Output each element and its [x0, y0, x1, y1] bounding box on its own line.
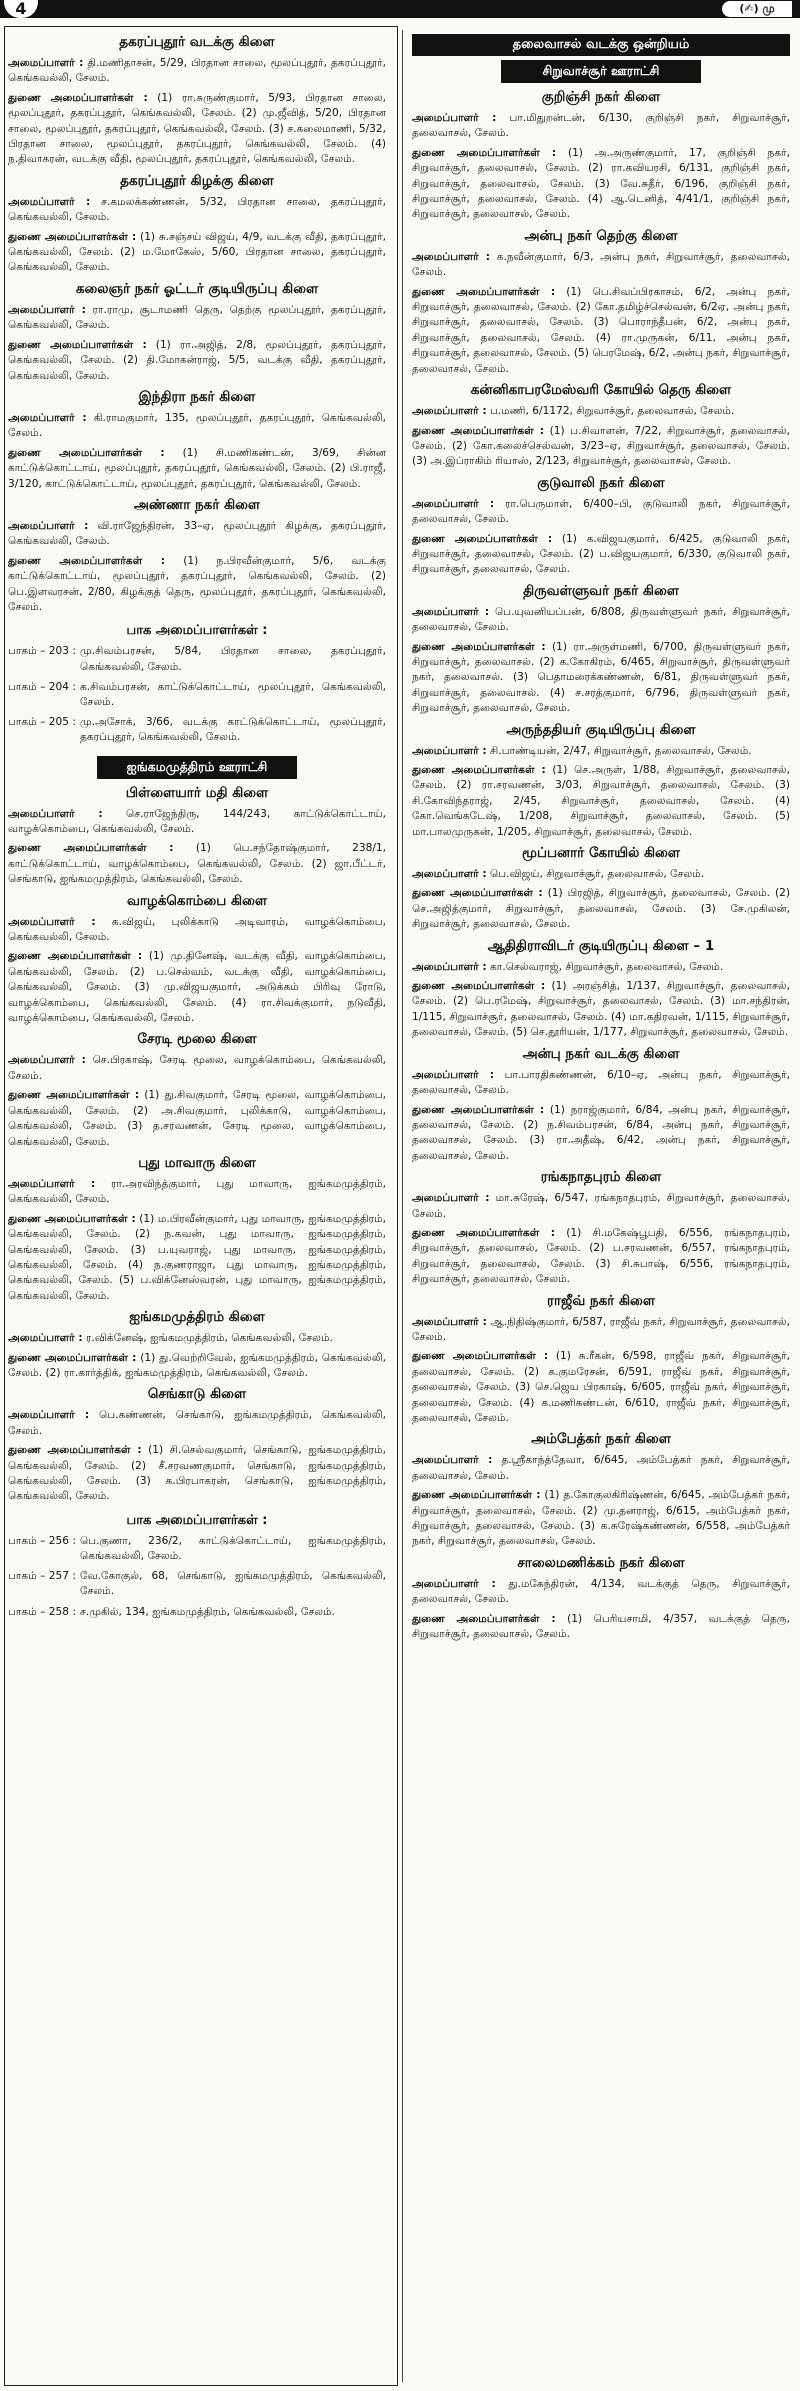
branch-section — [8, 1031, 386, 1149]
deputy-text: (1) சி.மகேஷ்பூபதி, 6/556, ரங்கநாதபுரம், சிறுவாச்சூர், தலைவாசல், சேலம். (2) ப.சரவணன், 6/557, ரங்கநாதபுரம், சிறுவாச்சூர், தலைவாசல், சேலம். (3) சி.சுபாஷ், 6/556, ரங்கநாதபுரம், சிறுவாச்சூர், தலைவாசல், சேலம். — [412, 1226, 790, 1286]
booth-row — [8, 714, 386, 749]
branch-section — [412, 228, 790, 377]
leader-label: அமைப்பாளர் : — [8, 195, 91, 208]
leader-label: அமைப்பாளர் : — [8, 519, 89, 532]
branch-title: கன்னிகாபரமேஸ்வரி கோயில் தெரு கிளை — [470, 382, 732, 399]
branch-section — [8, 1309, 386, 1381]
deputy-label: துணை அமைப்பாளர்கள் : — [8, 1089, 140, 1102]
deputy-entry — [8, 91, 386, 168]
leader-entry — [412, 111, 790, 142]
deputy-entry — [8, 1212, 386, 1304]
leader-label: அமைப்பாளர் : — [8, 1177, 96, 1190]
leader-entry — [412, 1577, 790, 1608]
leader-entry — [412, 1315, 790, 1346]
booth-number: பாகம் – 205 : — [8, 716, 76, 729]
booth-organiser: வே.கோகுல், 68, செங்காடு, ஐங்கமமுத்திரம், கெங்கவல்லி, சேலம். — [80, 1570, 386, 1598]
booth-row — [8, 1533, 386, 1568]
booth-number: பாகம் – 203 : — [8, 645, 76, 658]
deputy-label: துணை அமைப்பாளர்கள் : — [412, 532, 553, 545]
deputy-label: துணை அமைப்பாளர்கள் : — [412, 1350, 549, 1363]
leader-text: ச.கமலக்கண்ணன், 5/32, பிரதான சாலை, தகரப்புதூர், கெங்கவல்லி, சேலம். — [8, 195, 386, 224]
booth-number: பாகம் – 257 : — [8, 1570, 76, 1583]
leader-label: அமைப்பாளர் : — [412, 405, 487, 418]
deputy-text: (1) பெ.சிவப்பிரகாசம், 6/2, அன்பு நகர், சிறுவாச்சூர், தலைவாசல், சேலம். (2) கோ.தமிழ்ச்செல்வன், 6/2ஏ, அன்பு நகர், சிறுவாச்சூர், தலைவாசல், சேலம். (3) பொராந்தீபன், 6/2, அன்பு நகர், சிறுவாச்சூர், தலைவாசல், சேலம். (4) ரா.முருகன், 6/11, அன்பு நகர், சிறுவாச்சூர், தலைவாசல், சேலம். (5) பெரமேஷ், 6/2, அன்பு நகர், சிறுவாச்சூர், தலைவாசல், சேலம். — [412, 285, 790, 375]
leader-entry — [412, 1068, 790, 1099]
branch-title: குறிஞ்சி நகர் கிளை — [541, 89, 661, 105]
branch-title: வாழக்கொம்பை கிளை — [126, 892, 268, 909]
leader-text: தி.மணிதாசன், 5/29, பிரதான சாலை, மூலப்புதூர், தகரப்புதூர், கெங்கவல்லி, சேலம். — [8, 57, 386, 85]
deputy-entry — [412, 979, 790, 1041]
branch-title: ஐங்கமமுத்திரம் கிளை — [129, 1309, 265, 1326]
deputy-text: (1) த.கோகுலகிரிஷ்ணன், 6/645, அம்பேத்கர் நகர், சிறுவாச்சூர், தலைவாசல், சேலம். (2) மு.தனராஜ், 6/615, அம்பேத்கர் நகர், சிறுவாச்சூர், தலைவாசல், சேலம். (3) க.சுரேஷ்கண்ணன், 6/558, அம்பேத்கர் நகர், சிறுவாச்சூர், தலைவாசல், சேலம். — [412, 1489, 790, 1548]
deputy-entry — [412, 1488, 790, 1550]
leader-label: அமைப்பாளர் : — [8, 1332, 83, 1345]
deputy-text: (1) சு.சஞ்சய் விஜய், 4/9, வடக்கு வீதி, தகரப்புதூர், கெங்கவல்லி, சேலம். (2) ம.மோகேஸ், 5/60, பிரதான சாலை, தகரப்புதூர், கெங்கவல்லி, சேலம். — [8, 230, 386, 274]
branch-section — [412, 1046, 790, 1164]
branch-title: ஆதிதிராவிடர் குடியிருப்பு கிளை – 1 — [487, 937, 715, 954]
leader-text: ர.விக்னேஷ், ஐங்கமமுத்திரம், கெங்கவல்லி, சேலம். — [82, 1332, 333, 1345]
deputy-entry — [412, 532, 790, 578]
deputy-text: (1) பெரியசாமி, 4/357, வடக்குத் தெரு, சிறுவாச்சூர், தலைவாசல், சேலம். — [412, 1612, 790, 1641]
leader-text: ரா.பெருமாள், 6/400–பி, குடுவாலி நகர், சிறுவாச்சூர், தலைவாசல், சேலம். — [412, 497, 790, 526]
deputy-label: துணை அமைப்பாளர்கள் : — [8, 950, 143, 963]
leader-entry — [8, 411, 386, 442]
branch-title: இந்திரா நகர் கிளை — [138, 388, 256, 405]
deputy-text: (1) சி.மணிகண்டன், 3/69, சின்ன காட்டுக்கொட்டாய், மூலப்புதூர், தகரப்புதூர், கெங்கவல்லி, சேலம். (2) பி.ராஜீ, 3/120, காட்டுக்கொட்டாய், மூலப்புதூர், தகரப்புதூர், கெங்கவல்லி, சேலம். — [8, 446, 386, 490]
leader-entry — [8, 1408, 386, 1439]
leader-text: ரா.அரவிந்த்குமார், புது மாவாரு, ஐங்கமமுத்திரம், கெங்கவல்லி, சேலம். — [8, 1177, 386, 1206]
booth-organiser: மு.அசோக், 3/66, வடக்கு காட்டுக்கொட்டாய், மூலப்புதூர், தகரப்புதூர், கெங்கவல்லி, சேலம். — [80, 716, 386, 744]
deputy-entry — [412, 424, 790, 470]
leader-label: அமைப்பாளர் : — [8, 57, 84, 69]
leader-entry — [8, 303, 386, 334]
leader-text: பா.பாரதிகண்ணன், 6/10–ஏ, அன்பு நகர், சிறுவாச்சூர், தலைவாசல், சேலம். — [412, 1068, 790, 1097]
leader-label: அமைப்பாளர் : — [412, 605, 490, 618]
leader-entry — [412, 497, 790, 528]
leader-entry — [8, 195, 386, 226]
booth-organiser: பெ.குணா, 236/2, காட்டுக்கொட்டாய், ஐங்கமமுத்திரம், கெங்கவல்லி, சேலம். — [80, 1534, 386, 1563]
branch-section — [8, 34, 386, 168]
leader-label: அமைப்பாளர் : — [412, 744, 487, 757]
deputy-text: (1) து.வெற்றிவேல், ஐங்கமமுத்திரம், கெங்கவல்லி, சேலம். (2) ரா.கார்த்திக், ஐங்கமமுத்திரம், கெங்கவல்லி, சேலம். — [8, 1351, 386, 1379]
branch-title: திருவள்ளுவர் நகர் கிளை — [523, 582, 679, 599]
leader-entry — [8, 1177, 386, 1208]
leader-label: அமைப்பாளர் : — [412, 112, 497, 124]
branch-section — [8, 785, 386, 888]
leader-label: அமைப்பாளர் : — [412, 868, 487, 881]
branch-title: குடுவாலி நகர் கிளை — [537, 474, 665, 491]
booth-row — [8, 1604, 386, 1624]
leader-text: சி.பாண்டியன், 2/47, சிறுவாச்சூர், தலைவாசல், சேலம். — [486, 744, 752, 757]
booth-organiser: ச.முகில், 134, ஐங்கமமுத்திரம், கெங்கவல்லி, சேலம். — [80, 1605, 335, 1618]
deputy-text: (1) ரா.அஜித், 2/8, மூலப்புதூர், தகரப்புதூர், கெங்கவல்லி, சேலம். (2) தி.மோகன்ராஜ், 5/5, வடக்கு வீதி, தகரப்புதூர், கெங்கவல்லி, சேலம். — [8, 338, 386, 382]
leader-entry — [412, 744, 790, 759]
branch-title: சேரடி மூலை கிளை — [137, 1031, 257, 1048]
branch-title: புது மாவாரு கிளை — [138, 1154, 256, 1171]
deputy-text: (1) நராஜ்குமார், 6/84, அன்பு நகர், சிறுவாச்சூர், தலைவாசல், சேலம். (2) ந.சிவம்பரசன், 6/84, அன்பு நகர், சிறுவாச்சூர், தலைவாசல், சேலம். (3) ரா.அதீஷ், 6/42, அன்பு நகர், சிறுவாச்சூர், தலைவாசல், சேலம். — [412, 1103, 790, 1162]
branch-section — [8, 389, 386, 492]
booth-row — [8, 643, 386, 678]
branch-title: அன்பு நகர் தெற்கு கிளை — [524, 227, 678, 244]
leader-label: அமைப்பாளர் : — [8, 411, 87, 424]
deputy-label: துணை அமைப்பாளர்கள் : — [8, 230, 137, 243]
leader-text: பெ.கண்ணன், செங்காடு, ஐங்கமமுத்திரம், கெங்கவல்லி, சேலம். — [8, 1409, 386, 1437]
deputy-text: (1) செ.அருள், 1/88, சிறுவாச்சூர், தலைவாசல், சேலம். (2) ரா.சரவணன், 3/03, சிறுவாச்சூர், தலைவாசல், சேலம். (3) சி.கோவிந்தராஜ், 2/45, சிறுவாச்சூர், தலைவாசல், சேலம். (4) கோ.வெங்கடேஷ், 1/208, சிறுவாச்சூர், தலைவாசல், சேலம். (5) மா.பாலமுருகன், 1/205, சிறுவாச்சூர், தலைவாசல், சேலம். — [412, 764, 790, 838]
deputy-entry — [412, 763, 790, 840]
leader-text: செ.ராஜேந்திரு, 144/243, காட்டுக்கொட்டாய், வாழக்கொம்பை, கெங்கவல்லி, சேலம். — [8, 807, 386, 835]
leader-text: த.ஸ்ரீகாந்த்தேவா, 6/645, அம்பேத்கர் நகர், சிறுவாச்சூர், தலைவாசல், சேலம். — [412, 1454, 790, 1482]
deputy-text: (1) மு.தினேஷ், வடக்கு வீதி, வாழக்கொம்பை, கெங்கவல்லி, சேலம். (2) ப.செல்வம், வடக்கு வீதி, வாழக்கொம்பை, கெங்கவல்லி, சேலம். (3) மு.விஜயகுமார், அடுக்கம் பிரிவு ரோடு, வாழக்கொம்பை, கெங்கவல்லி, சேலம். (4) ரா.சிவக்குமார், நடுவீதி, வாழக்கொம்பை, கெங்கவல்லி, சேலம். — [8, 950, 386, 1025]
deputy-label: துணை அமைப்பாளர்கள் : — [412, 1489, 541, 1502]
branch-title: தகரப்புதூர் கிழக்கு கிளை — [120, 172, 274, 189]
booth-organiser: மு.சிவம்பரசன், 5/84, பிரதான சாலை, தகரப்புதூர், கெங்கவல்லி, சேலம். — [80, 645, 386, 673]
booth-number: பாகம் – 204 : — [8, 680, 76, 693]
deputy-entry — [412, 1612, 790, 1643]
deputy-label: துணை அமைப்பாளர்கள் : — [412, 640, 546, 653]
deputy-label: துணை அமைப்பாளர்கள் : — [412, 1226, 556, 1239]
branch-section — [8, 893, 386, 1027]
leader-entry — [412, 605, 790, 636]
leader-text: பெ.யுவனியப்பன், 6/808, திருவள்ளுவர் நகர், சிறுவாச்சூர், தலைவாசல், சேலம். — [412, 605, 790, 634]
deputy-label: துணை அமைப்பாளர்கள் : — [412, 1103, 545, 1116]
branch-section — [412, 938, 790, 1041]
leader-entry — [412, 404, 790, 419]
deputy-label: துணை அமைப்பாளர்கள் : — [412, 764, 546, 776]
branch-section — [412, 1169, 790, 1287]
leader-label: அமைப்பாளர் : — [8, 807, 103, 820]
deputy-label: துணை அமைப்பாளர்கள் : — [412, 424, 544, 437]
deputy-label: துணை அமைப்பாளர்கள் : — [8, 1212, 136, 1225]
leader-entry — [412, 1453, 790, 1484]
deputy-entry — [412, 640, 790, 717]
branch-section — [8, 281, 386, 384]
deputy-label: துணை அமைப்பாளர்கள் : — [8, 338, 147, 351]
deputy-label: துணை அமைப்பாளர்கள் : — [412, 980, 546, 993]
deputy-text: (1) ப.சிவாளன், 7/22, சிறுவாச்சூர், தலைவாசல், சேலம். (2) கோ.கலைச்செல்வன், 3/23–ஏ, சிறுவாச்சூர், தலைவாசல், சேலம். (3) அ.இப்ராகிம் ரியாஸ், 2/123, சிறுவாச்சூர், தலைவாசல், சேலம். — [412, 424, 790, 468]
leader-label: அமைப்பாளர் : — [8, 1054, 86, 1067]
deputy-text: (1) பெ.சந்தோஷ்குமார், 238/1, காட்டுக்கொட்டாய், வாழக்கொம்பை, கெங்கவல்லி, சேலம். (2) ஜா.பீட்டர், செங்காடு, ஐங்கமமுத்திரம், கெங்கவல்லி, சேலம். — [8, 842, 386, 886]
deputy-label: துணை அமைப்பாளர்கள் : — [8, 446, 165, 459]
deputy-text: (1) பிரஜித், சிறுவாச்சூர், தலைவாசல், சேலம். (2) செ.அஜித்குமார், சிறுவாச்சூர், தலைவாசல், சேலம். (3) சே.முகிலன், சிறுவாச்சூர், தலைவாசல், சேலம். — [412, 887, 790, 931]
leader-text: பா.மிதுறன்டன், 6/130, குறிஞ்சி நகர், சிறுவாச்சூர், தலைவாசல், சேலம். — [412, 112, 790, 140]
deputy-text: (1) ந.பிரவீன்குமார், 5/6, வடக்கு காட்டுக்கொட்டாய், மூலப்புதூர், தகரப்புதூர், கெங்கவல்லி, சேலம். (2) பெ.இளவரசன், 2/80, கிழக்குத் தெரு, மூலப்புதூர், தகரப்புதூர், கெங்கவல்லி, சேலம். — [8, 554, 386, 613]
deputy-label: துணை அமைப்பாளர்கள் : — [412, 887, 543, 900]
deputy-text: (1) க.விஜயகுமார், 6/425, குடுவாலி நகர், சிறுவாச்சூர், தலைவாசல், சேலம். (2) ப.விஜயகுமார், 6/330, குடுவாலி நகர், சிறுவாச்சூர், தலைவாசல், சேலம். — [412, 532, 790, 576]
leader-text: செ.பிரகாஷ், சேரடி மூலை, வாழக்கொம்பை, கெங்கவல்லி, சேலம். — [8, 1054, 386, 1082]
deputy-entry — [8, 1351, 386, 1382]
deputy-label: துணை அமைப்பாளர்கள் : — [8, 1351, 137, 1364]
leader-entry — [8, 807, 386, 838]
leader-label: அமைப்பாளர் : — [412, 250, 490, 263]
deputy-label: துணை அமைப்பாளர்கள் : — [412, 285, 556, 298]
deputy-entry — [412, 1226, 790, 1288]
column-divider — [402, 30, 403, 2382]
branch-title: சாலைமணிக்கம் நகர் கிளை — [517, 1554, 685, 1571]
leader-label: அமைப்பாளர் : — [412, 960, 487, 973]
leader-label: அமைப்பாளர் : — [412, 1454, 493, 1467]
right-column — [412, 30, 790, 2382]
union-header: தலைவாசல் வடக்கு ஒன்றியம் — [412, 34, 790, 56]
leader-label: அமைப்பாளர் : — [412, 1192, 490, 1205]
branch-title: தகரப்புதூர் வடக்கு கிளை — [119, 34, 275, 50]
branch-title: ராஜீவ் நகர் கிளை — [547, 1292, 655, 1309]
leader-label: அமைப்பாளர் : — [412, 1577, 496, 1590]
leader-text: மா.சுரேஷ், 6/547, ரங்கநாதபுரம், சிறுவாச்சூர், தலைவாசல், சேலம். — [412, 1192, 790, 1220]
leader-text: து.மகேந்திரன், 4/134, வடக்குத் தெரு, சிறுவாச்சூர், தலைவாசல், சேலம். — [412, 1577, 790, 1606]
leader-entry — [412, 867, 790, 882]
branch-section — [412, 1293, 790, 1427]
leader-text: க.நவீன்குமார், 6/3, அன்பு நகர், சிறுவாச்சூர், தலைவாசல், சேலம். — [412, 250, 790, 279]
leader-text: ஆ.நிதிஷ்குமார், 6/587, ராஜீவ் நகர், சிறுவாச்சூர், தலைவாசல், சேலம். — [412, 1315, 790, 1343]
masthead-brand: (✍) மு — [722, 1, 792, 17]
leader-text: கி.ராமகுமார், 135, மூலப்புதூர், தகரப்புதூர், கெங்கவல்லி, சேலம். — [8, 411, 386, 440]
deputy-entry — [412, 146, 790, 223]
deputy-entry — [8, 1088, 386, 1150]
top-bar — [0, 0, 800, 18]
deputy-text: (1) சி.செல்வகுமார், செங்காடு, ஐங்கமமுத்திரம், கெங்கவல்லி, சேலம். (2) சீ.சரவணகுமார், செங்காடு, ஐங்கமமுத்திரம், கெங்கவல்லி, சேலம். (3) க.பிரபாகரன், செங்காடு, ஐங்கமமுத்திரம், கெங்கவல்லி, சேலம். — [8, 1444, 386, 1503]
branch-section — [8, 497, 386, 615]
deputy-text: (1) து.சிவகுமார், சேரடி மூலை, வாழக்கொம்பை, கெங்கவல்லி, சேலம். (2) அ.சிவகுமார், புலிக்காடு, வாழக்கொம்பை, கெங்கவல்லி, சேலம். (3) த.சரவணன், சேரடி மூலை, வாழக்கொம்பை, கெங்கவல்லி, சேலம். — [8, 1089, 386, 1148]
leader-entry — [412, 1191, 790, 1222]
deputy-text: (1) ம.பிரவீன்குமார், புது மாவாரு, ஐங்கமமுத்திரம், கெங்கவல்லி, சேலம். (2) ந.கவன், புது மாவாரு, ஐங்கமமுத்திரம், கெங்கவல்லி, சேலம். (3) ப.யுவராஜ், புது மாவாரு, ஐங்கமமுத்திரம், கெங்கவல்லி, சேலம். (4) ந.குணராஜா, புது மாவாரு, ஐங்கமமுத்திரம், கெங்கவல்லி, சேலம். (5) ப.விக்னேஸ்வரன், புது மாவாரு, ஐங்கமமுத்திரம், கெங்கவல்லி, சேலம். — [8, 1212, 386, 1302]
deputy-entry — [412, 886, 790, 932]
deputy-text: (1) சு.ரீகன், 6/598, ராஜீவ் நகர், சிறுவாச்சூர், தலைவாசல், சேலம். (2) க.குமரேசன், 6/591, ராஜீவ் நகர், சிறுவாச்சூர், தலைவாசல், சேலம். (3) செ.ஜெய பிரகாஷ், 6/605, ராஜீவ் நகர், சிறுவாச்சூர், தலைவாசல், சேலம். (4) க.மணிகண்டன், 6/610, ராஜீவ் நகர், சிறுவாச்சூர், தலைவாசல், சேலம். — [412, 1350, 790, 1424]
booth-row — [8, 1568, 386, 1603]
branch-title: மூப்பனார் கோயில் கிளை — [522, 845, 680, 862]
booth-number: பாகம் – 256 : — [8, 1534, 76, 1547]
branch-section — [412, 475, 790, 578]
deputy-entry — [8, 446, 386, 492]
deputy-label: துணை அமைப்பாளர்கள் : — [8, 91, 148, 104]
booth-organiser: க.சிவம்பரசன், காட்டுக்கொட்டாய், மூலப்புதூர், கெங்கவல்லி, சேலம். — [80, 680, 386, 708]
booth-organisers-title: பாக அமைப்பாளர்கள் : — [126, 1512, 268, 1528]
deputy-text: (1) ரா.சுருண்குமார், 5/93, பிரதான சாலை, மூலப்புதூர், தகரப்புதூர், கெங்கவல்லி, சேலம். (2) மு.ஜீவித், 5/20, பிரதான சாலை, மூலப்புதூர், தகரப்புதூர், கெங்கவல்லி, சேலம். (3) ச.கலைமாணி, 5/32, பிரதான சாலை, மூலப்புதூர், தகரப்புதூர், கெங்கவல்லி, சேலம். (4) ந.திவாகரன், வடக்கு வீதி, மூலப்புதூர், தகரப்புதூர், கெங்கவல்லி, சேலம். — [8, 91, 386, 166]
deputy-entry — [412, 1349, 790, 1426]
booth-organisers-title: பாக அமைப்பாளர்கள் : — [126, 623, 268, 639]
deputy-label: துணை அமைப்பாளர்கள் : — [412, 1612, 556, 1625]
leader-label: அமைப்பாளர் : — [412, 497, 495, 510]
leader-entry — [412, 250, 790, 281]
leader-text: ரா.ராமு, சூடாமணி தெரு, தெற்கு மூலப்புதூர், தகரப்புதூர், கெங்கவல்லி, சேலம். — [8, 303, 386, 332]
leader-label: அமைப்பாளர் : — [412, 1315, 487, 1328]
deputy-entry — [8, 1443, 386, 1505]
leader-label: அமைப்பாளர் : — [8, 915, 96, 928]
deputy-label: துணை அமைப்பாளர்கள் : — [8, 842, 174, 855]
branch-section — [412, 382, 790, 470]
deputy-text: (1) அரஞ்சித், 1/137, சிறுவாச்சூர், தலைவாசல், சேலம். (2) பெ.ரமேஷ், சிறுவாச்சூர், தலைவாசல், சேலம். (3) மா.சந்திரன், 1/115, சிறுவாச்சூர், தலைவாசல், சேலம். (4) மா.கதிரவன், 1/115, சிறுவாச்சூர், தலைவாசல், சேலம். (5) செ.தூரியன், 1/177, சிறுவாச்சூர், தலைவாசல், சேலம். — [412, 980, 790, 1039]
deputy-label: துணை அமைப்பாளர்கள் : — [412, 146, 557, 159]
leader-text: கா.செல்வராஜ், சிறுவாச்சூர், தலைவாசல், சேலம். — [486, 960, 724, 973]
deputy-entry — [8, 554, 386, 616]
deputy-entry — [8, 949, 386, 1026]
leader-entry — [8, 56, 386, 87]
panchayat-header: ஐங்கமமுத்திரம் ஊராட்சி — [97, 756, 297, 779]
leader-text: க.விஜய், புலிக்காடு அடிவாரம், வாழக்கொம்பை, கெங்கவல்லி, சேலம். — [8, 915, 386, 944]
deputy-entry — [8, 230, 386, 276]
leader-entry — [8, 915, 386, 946]
leader-text: பெ.விஜய், சிறுவாச்சூர், தலைவாசல், சேலம். — [486, 868, 705, 881]
deputy-entry — [412, 1103, 790, 1165]
branch-title: ரங்கநாதபுரம் கிளை — [540, 1169, 662, 1186]
deputy-text: (1) அ.அருண்குமார், 17, குறிஞ்சி நகர், சிறுவாச்சூர், தலைவாசல், சேலம். (2) ரா.கவியரசி, 6/131, குறிஞ்சி நகர், சிறுவாச்சூர், தலைவாசல், சேலம். (3) வே.சுதீர், 6/196, குறிஞ்சி நகர், சிறுவாச்சூர், தலைவாசல், சேலம். (4) ஆ.டெனித், 4/41/1, குறிஞ்சி நகர், சிறுவாச்சூர், தலைவாசல், சேலம். — [412, 146, 790, 221]
branch-title: பிள்ளையார் மதி கிளை — [125, 784, 269, 801]
leader-label: அமைப்பாளர் : — [8, 303, 86, 316]
branch-section — [8, 173, 386, 276]
leader-entry — [8, 1331, 386, 1346]
leader-entry — [8, 519, 386, 550]
branch-section — [412, 89, 790, 223]
deputy-label: துணை அமைப்பாளர்கள் : — [8, 1444, 142, 1457]
leader-label: அமைப்பாளர் : — [412, 1068, 494, 1081]
deputy-entry — [412, 285, 790, 377]
branch-title: அம்பேத்கர் நகர் கிளை — [531, 1431, 671, 1448]
leader-label: அமைப்பாளர் : — [8, 1409, 90, 1422]
booth-row — [8, 679, 386, 714]
deputy-text: (1) ரா.அருள்மணி, 6/700, திருவள்ளுவர் நகர், சிறுவாச்சூர், தலைவாசல். (2) க.கோகிரம், 6/465, சிறுவாச்சூர், திருவள்ளுவர் நகர், தலைவாசல். (3) பெதாமரைக்கண்ணன், 6/81, திருவள்ளுவர் நகர், சிறுவாச்சூர், தலைவாசல். (4) ச.சரத்குமார், 6/796, திருவள்ளுவர் நகர், சிறுவாச்சூர், தலைவாசல், சேலம். — [412, 640, 790, 715]
leader-entry — [8, 1053, 386, 1084]
branch-title: அன்பு நகர் வடக்கு கிளை — [522, 1045, 680, 1062]
leader-text: ப.மணி, 6/1172, சிறுவாச்சூர், தலைவாசல், சேலம். — [486, 405, 735, 418]
left-column — [8, 30, 386, 2382]
booth-table — [8, 643, 386, 749]
deputy-entry — [8, 338, 386, 384]
deputy-entry — [8, 841, 386, 887]
branch-title: அண்ணா நகர் கிளை — [133, 496, 261, 513]
page-number: 4 — [4, 0, 38, 18]
branch-title: அருந்ததியர் குடியிருப்பு கிளை — [506, 721, 696, 738]
branch-title: கலைஞர் நகர் ஓட்டர் குடியிருப்பு கிளை — [75, 280, 319, 297]
branch-section — [412, 1555, 790, 1643]
branch-section — [412, 845, 790, 933]
panchayat-header: சிறுவாச்சூர் ஊராட்சி — [501, 60, 701, 83]
branch-section — [412, 722, 790, 840]
leader-text: வி.ராஜேந்திரன், 33–ஏ, மூலப்புதூர் கிழக்கு, தகரப்புதூர், கெங்கவல்லி, சேலம். — [8, 519, 386, 548]
deputy-label: துணை அமைப்பாளர்கள் : — [8, 554, 166, 567]
branch-section — [8, 1386, 386, 1504]
leader-entry — [412, 960, 790, 975]
branch-section — [412, 1431, 790, 1549]
booth-table — [8, 1533, 386, 1624]
branch-title: செங்காடு கிளை — [147, 1386, 247, 1403]
booth-number: பாகம் – 258 : — [8, 1605, 76, 1618]
branch-section — [8, 1155, 386, 1304]
branch-section — [412, 583, 790, 717]
